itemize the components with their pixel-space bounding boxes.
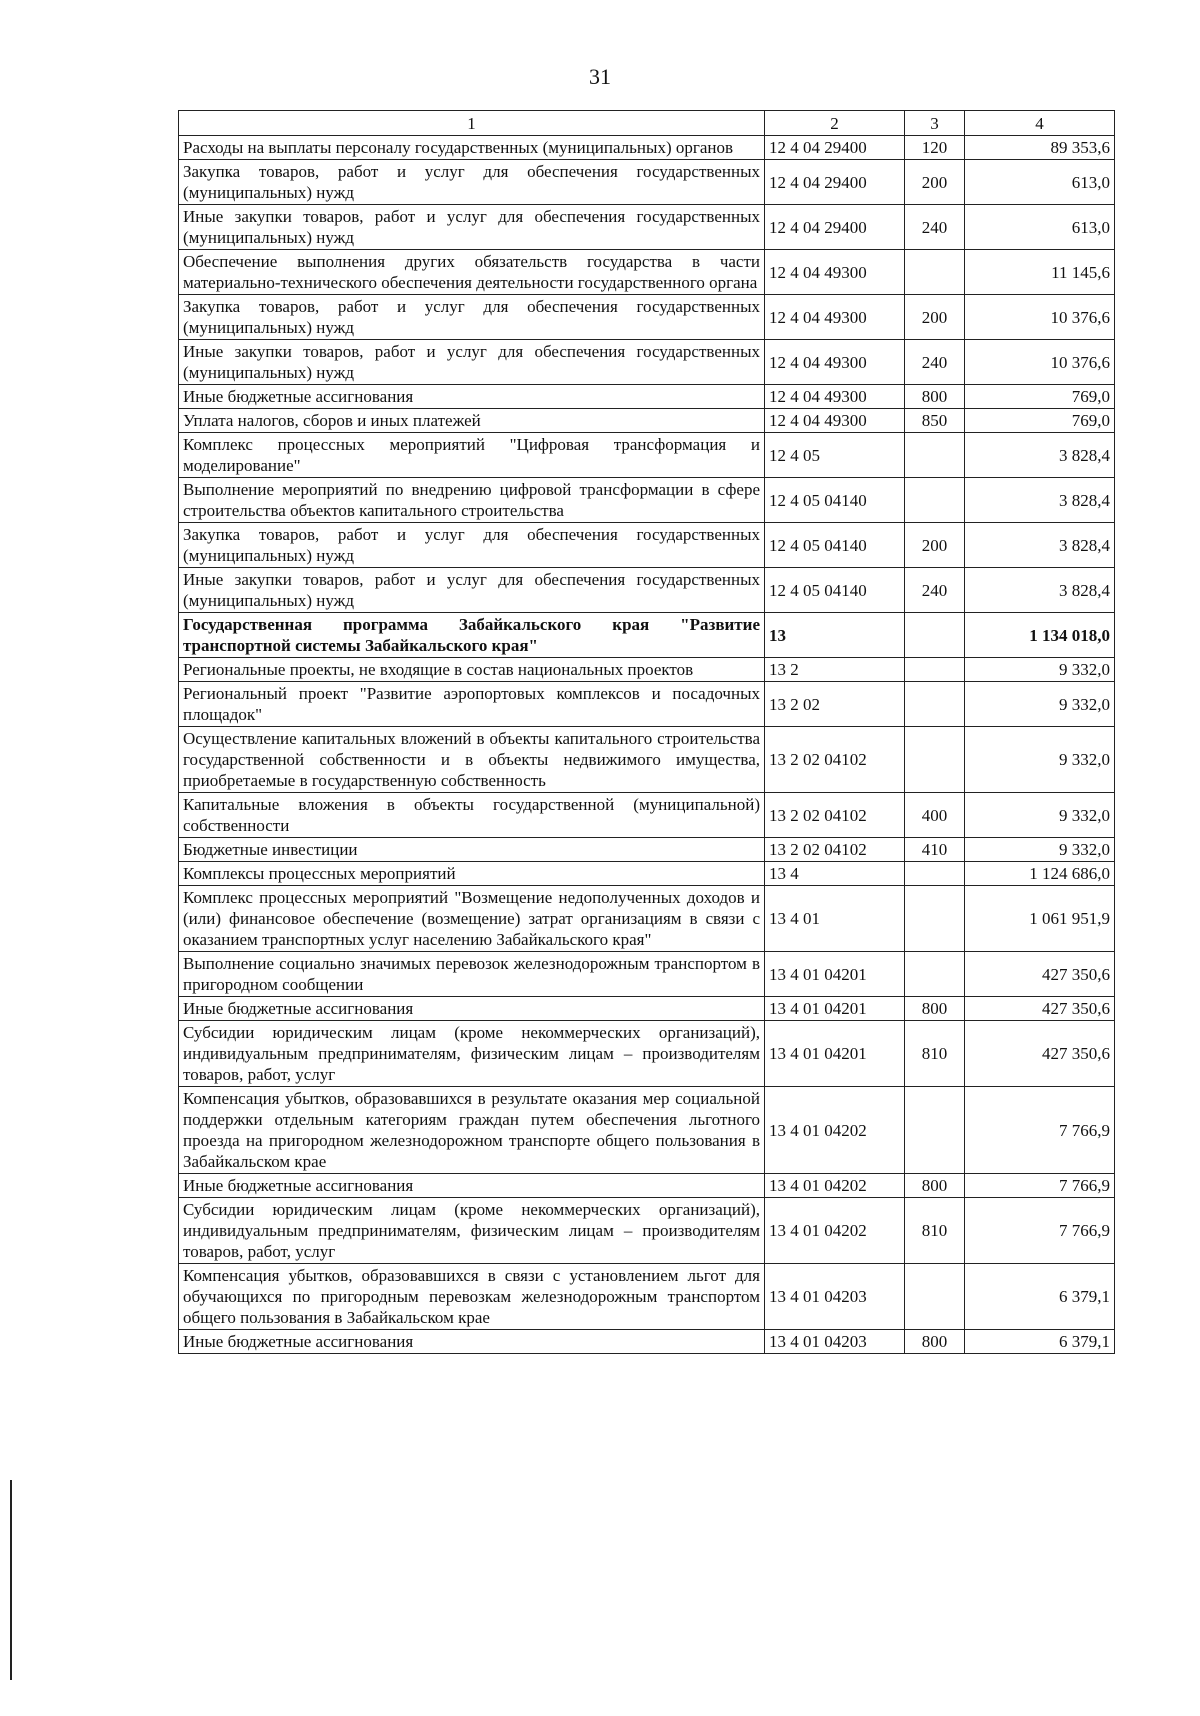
row-name-cell: Иные закупки товаров, работ и услуг для обеспечения государственных (муниципальных) нужд — [179, 340, 765, 385]
table-row — [179, 478, 1115, 523]
row-name-cell: Субсидии юридическим лицам (кроме некоммерческих организаций), индивидуальным предпринимателям, физическим лицам – производителям товаров, работ, услуг — [179, 1198, 765, 1264]
row-code-cell: 13 4 01 04201 — [765, 1021, 905, 1087]
row-code-cell: 12 4 04 49300 — [765, 250, 905, 295]
row-sum-cell: 613,0 — [965, 160, 1115, 205]
row-code-cell: 13 4 01 04202 — [765, 1174, 905, 1198]
row-name-cell: Иные закупки товаров, работ и услуг для обеспечения государственных (муниципальных) нужд — [179, 568, 765, 613]
row-type-cell — [905, 682, 965, 727]
row-name-cell: Выполнение социально значимых перевозок железнодорожным транспортом в пригородном сообщении — [179, 952, 765, 997]
row-sum-cell: 9 332,0 — [965, 793, 1115, 838]
page-number: 31 — [589, 64, 611, 89]
row-name-cell: Иные бюджетные ассигнования — [179, 1174, 765, 1198]
row-type-cell: 200 — [905, 523, 965, 568]
row-sum-cell: 7 766,9 — [965, 1087, 1115, 1174]
row-sum-cell: 1 124 686,0 — [965, 862, 1115, 886]
row-type-cell — [905, 1264, 965, 1330]
row-name-cell: Обеспечение выполнения других обязательств государства в части материально-технического обеспечения деятельности государственного органа — [179, 250, 765, 295]
row-code-cell: 12 4 04 29400 — [765, 205, 905, 250]
row-code-cell: 13 2 02 04102 — [765, 727, 905, 793]
row-type-cell — [905, 1087, 965, 1174]
row-code-cell: 13 4 01 04203 — [765, 1330, 905, 1354]
row-type-cell — [905, 433, 965, 478]
table-row — [179, 250, 1115, 295]
table-row — [179, 613, 1115, 658]
row-name-cell: Уплата налогов, сборов и иных платежей — [179, 409, 765, 433]
row-sum-cell: 6 379,1 — [965, 1264, 1115, 1330]
row-name-cell: Осуществление капитальных вложений в объекты капитального строительства государственной собственности и в объекты недвижимого имущества, приобретаемые в государственную собственность — [179, 727, 765, 793]
row-code-cell: 13 2 02 04102 — [765, 793, 905, 838]
table-row — [179, 1087, 1115, 1174]
row-type-cell: 800 — [905, 385, 965, 409]
row-code-cell: 13 4 01 04203 — [765, 1264, 905, 1330]
table-row — [179, 1264, 1115, 1330]
row-code-cell: 12 4 04 49300 — [765, 340, 905, 385]
row-code-cell: 12 4 04 49300 — [765, 385, 905, 409]
scan-edge-mark — [10, 1480, 12, 1680]
row-code-cell: 12 4 04 29400 — [765, 160, 905, 205]
row-type-cell: 240 — [905, 205, 965, 250]
row-name-cell: Государственная программа Забайкальского края "Развитие транспортной системы Забайкальского края" — [179, 613, 765, 658]
row-sum-cell: 1 061 951,9 — [965, 886, 1115, 952]
row-type-cell: 200 — [905, 160, 965, 205]
row-type-cell: 800 — [905, 1330, 965, 1354]
table-row — [179, 1198, 1115, 1264]
header-col-1: 1 — [179, 111, 765, 136]
row-sum-cell: 9 332,0 — [965, 658, 1115, 682]
row-code-cell: 13 — [765, 613, 905, 658]
row-name-cell: Закупка товаров, работ и услуг для обеспечения государственных (муниципальных) нужд — [179, 523, 765, 568]
table-row — [179, 1021, 1115, 1087]
row-name-cell: Иные закупки товаров, работ и услуг для обеспечения государственных (муниципальных) нужд — [179, 205, 765, 250]
table-header-row — [179, 111, 1115, 136]
row-type-cell — [905, 952, 965, 997]
table-row — [179, 793, 1115, 838]
row-type-cell — [905, 886, 965, 952]
row-type-cell: 810 — [905, 1021, 965, 1087]
table-row — [179, 952, 1115, 997]
row-name-cell: Капитальные вложения в объекты государственной (муниципальной) собственности — [179, 793, 765, 838]
row-type-cell: 800 — [905, 1174, 965, 1198]
row-name-cell: Закупка товаров, работ и услуг для обеспечения государственных (муниципальных) нужд — [179, 160, 765, 205]
row-type-cell: 120 — [905, 136, 965, 160]
row-type-cell: 810 — [905, 1198, 965, 1264]
row-code-cell: 12 4 05 — [765, 433, 905, 478]
row-code-cell: 13 2 02 04102 — [765, 838, 905, 862]
row-type-cell — [905, 862, 965, 886]
table-row — [179, 340, 1115, 385]
row-code-cell: 13 2 02 — [765, 682, 905, 727]
table-row — [179, 160, 1115, 205]
row-type-cell: 410 — [905, 838, 965, 862]
table-row — [179, 568, 1115, 613]
row-code-cell: 13 4 01 04201 — [765, 952, 905, 997]
table-row — [179, 727, 1115, 793]
row-name-cell: Иные бюджетные ассигнования — [179, 385, 765, 409]
row-name-cell: Иные бюджетные ассигнования — [179, 1330, 765, 1354]
row-name-cell: Комплексы процессных мероприятий — [179, 862, 765, 886]
row-sum-cell: 613,0 — [965, 205, 1115, 250]
table-row — [179, 523, 1115, 568]
row-type-cell: 240 — [905, 568, 965, 613]
table-row — [179, 295, 1115, 340]
row-type-cell — [905, 613, 965, 658]
row-sum-cell: 427 350,6 — [965, 1021, 1115, 1087]
table-row — [179, 862, 1115, 886]
table-row — [179, 658, 1115, 682]
row-type-cell — [905, 658, 965, 682]
row-type-cell: 850 — [905, 409, 965, 433]
row-sum-cell: 89 353,6 — [965, 136, 1115, 160]
row-sum-cell: 427 350,6 — [965, 997, 1115, 1021]
row-sum-cell: 3 828,4 — [965, 478, 1115, 523]
row-sum-cell: 427 350,6 — [965, 952, 1115, 997]
row-sum-cell: 3 828,4 — [965, 523, 1115, 568]
row-code-cell: 12 4 05 04140 — [765, 523, 905, 568]
table-row — [179, 1174, 1115, 1198]
row-code-cell: 12 4 04 49300 — [765, 409, 905, 433]
row-code-cell: 12 4 04 49300 — [765, 295, 905, 340]
row-type-cell — [905, 478, 965, 523]
row-code-cell: 12 4 05 04140 — [765, 478, 905, 523]
row-type-cell: 800 — [905, 997, 965, 1021]
row-sum-cell: 9 332,0 — [965, 838, 1115, 862]
table-row — [179, 409, 1115, 433]
table-row — [179, 385, 1115, 409]
table-row — [179, 886, 1115, 952]
row-type-cell — [905, 250, 965, 295]
row-sum-cell: 9 332,0 — [965, 727, 1115, 793]
row-name-cell: Региональные проекты, не входящие в состав национальных проектов — [179, 658, 765, 682]
row-code-cell: 13 4 01 04201 — [765, 997, 905, 1021]
row-sum-cell: 10 376,6 — [965, 295, 1115, 340]
table-row — [179, 433, 1115, 478]
row-sum-cell: 3 828,4 — [965, 433, 1115, 478]
header-col-3: 3 — [905, 111, 965, 136]
row-sum-cell: 3 828,4 — [965, 568, 1115, 613]
row-sum-cell: 7 766,9 — [965, 1174, 1115, 1198]
row-name-cell: Выполнение мероприятий по внедрению цифровой трансформации в сфере строительства объектов капитального строительства — [179, 478, 765, 523]
row-code-cell: 12 4 04 29400 — [765, 136, 905, 160]
row-code-cell: 13 4 — [765, 862, 905, 886]
table-row — [179, 682, 1115, 727]
row-name-cell: Бюджетные инвестиции — [179, 838, 765, 862]
budget-table — [178, 110, 1115, 1354]
row-name-cell: Расходы на выплаты персоналу государственных (муниципальных) органов — [179, 136, 765, 160]
row-code-cell: 13 2 — [765, 658, 905, 682]
row-name-cell: Закупка товаров, работ и услуг для обеспечения государственных (муниципальных) нужд — [179, 295, 765, 340]
table-row — [179, 1330, 1115, 1354]
row-sum-cell: 769,0 — [965, 409, 1115, 433]
row-code-cell: 13 4 01 04202 — [765, 1198, 905, 1264]
row-name-cell: Комплекс процессных мероприятий "Цифровая трансформация и моделирование" — [179, 433, 765, 478]
row-name-cell: Субсидии юридическим лицам (кроме некоммерческих организаций), индивидуальным предпринимателям, физическим лицам – производителям товаров, работ, услуг — [179, 1021, 765, 1087]
row-type-cell: 240 — [905, 340, 965, 385]
table-body — [179, 136, 1115, 1354]
row-sum-cell: 9 332,0 — [965, 682, 1115, 727]
row-code-cell: 13 4 01 — [765, 886, 905, 952]
row-sum-cell: 10 376,6 — [965, 340, 1115, 385]
row-sum-cell: 1 134 018,0 — [965, 613, 1115, 658]
row-name-cell: Компенсация убытков, образовавшихся в связи с установлением льгот для обучающихся по пригородным перевозкам железнодорожным транспортом общего пользования в Забайкальском крае — [179, 1264, 765, 1330]
row-name-cell: Комплекс процессных мероприятий "Возмещение недополученных доходов и (или) финансовое обеспечение (возмещение) затрат организациям в связи с оказанием транспортных услуг населению Забайкальского края" — [179, 886, 765, 952]
row-type-cell: 200 — [905, 295, 965, 340]
row-sum-cell: 7 766,9 — [965, 1198, 1115, 1264]
table-row — [179, 136, 1115, 160]
table-row — [179, 838, 1115, 862]
row-name-cell: Компенсация убытков, образовавшихся в результате оказания мер социальной поддержки отдельным категориям граждан путем обеспечения льготного проезда на пригородном железнодорожном транспорте общего пользования в Забайкальском крае — [179, 1087, 765, 1174]
row-sum-cell: 11 145,6 — [965, 250, 1115, 295]
row-code-cell: 13 4 01 04202 — [765, 1087, 905, 1174]
row-name-cell: Региональный проект "Развитие аэропортовых комплексов и посадочных площадок" — [179, 682, 765, 727]
row-sum-cell: 6 379,1 — [965, 1330, 1115, 1354]
row-code-cell: 12 4 05 04140 — [765, 568, 905, 613]
row-name-cell: Иные бюджетные ассигнования — [179, 997, 765, 1021]
row-type-cell: 400 — [905, 793, 965, 838]
header-col-4: 4 — [965, 111, 1115, 136]
header-col-2: 2 — [765, 111, 905, 136]
row-sum-cell: 769,0 — [965, 385, 1115, 409]
row-type-cell — [905, 727, 965, 793]
table-row — [179, 997, 1115, 1021]
table-row — [179, 205, 1115, 250]
